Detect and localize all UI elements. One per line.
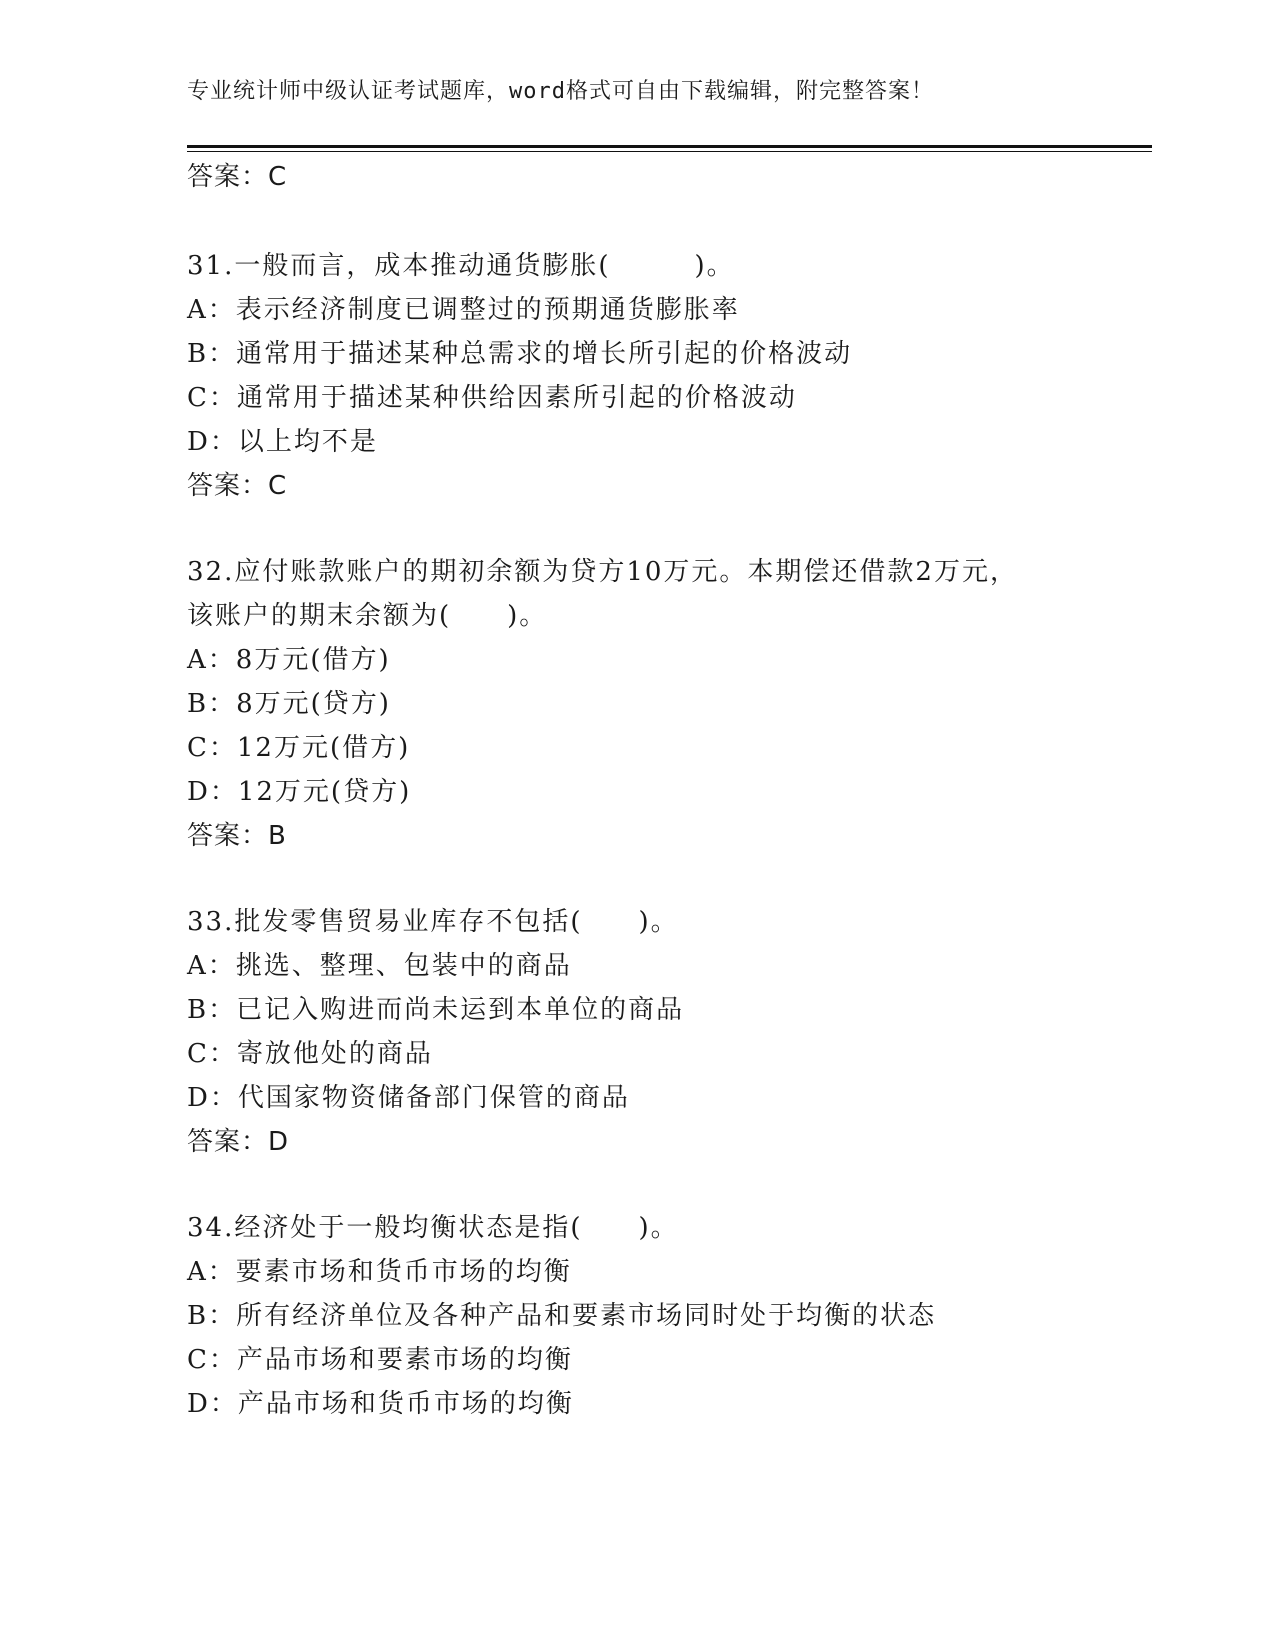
question-31-option-a: A：表示经济制度已调整过的预期通货膨胀率 bbox=[187, 295, 740, 325]
question-34-option-c: C：产品市场和要素市场的均衡 bbox=[187, 1345, 573, 1375]
question-32-stem-cont: 该账户的期末余额为( )。 bbox=[187, 601, 548, 631]
header-divider bbox=[187, 145, 1152, 148]
question-33-answer: 答案：D bbox=[187, 1127, 290, 1157]
question-31-option-b: B：通常用于描述某种总需求的增长所引起的价格波动 bbox=[187, 339, 853, 369]
question-34-option-b: B：所有经济单位及各种产品和要素市场同时处于均衡的状态 bbox=[187, 1301, 937, 1331]
question-32-option-d: D：12万元(贷方) bbox=[187, 777, 412, 807]
question-34-option-a: A：要素市场和货币市场的均衡 bbox=[187, 1257, 572, 1287]
question-33-option-d: D：代国家物资储备部门保管的商品 bbox=[187, 1083, 630, 1113]
question-31-option-c: C：通常用于描述某种供给因素所引起的价格波动 bbox=[187, 383, 797, 413]
question-32-stem: 32.应付账款账户的期初余额为贷方10万元。本期偿还借款2万元， bbox=[187, 557, 1018, 587]
header-divider-thin bbox=[187, 151, 1152, 152]
question-33-option-c: C：寄放他处的商品 bbox=[187, 1039, 433, 1069]
question-32-option-c: C：12万元(借方) bbox=[187, 733, 411, 763]
question-33-option-b: B：已记入购进而尚未运到本单位的商品 bbox=[187, 995, 685, 1025]
question-34-option-d: D：产品市场和货币市场的均衡 bbox=[187, 1389, 574, 1419]
previous-answer: 答案：C bbox=[187, 162, 288, 192]
question-32-option-b: B：8万元(贷方) bbox=[187, 689, 391, 719]
question-31-stem: 31.一般而言，成本推动通货膨胀( )。 bbox=[187, 251, 735, 281]
question-33-option-a: A：挑选、整理、包装中的商品 bbox=[187, 951, 572, 981]
question-32-answer: 答案：B bbox=[187, 821, 287, 851]
question-32-option-a: A：8万元(借方) bbox=[187, 645, 391, 675]
page-header: 专业统计师中级认证考试题库，word格式可自由下载编辑，附完整答案！ bbox=[187, 79, 934, 104]
question-31-option-d: D：以上均不是 bbox=[187, 427, 378, 457]
question-31-answer: 答案：C bbox=[187, 471, 288, 501]
question-34-stem: 34.经济处于一般均衡状态是指( )。 bbox=[187, 1213, 679, 1243]
question-33-stem: 33.批发零售贸易业库存不包括( )。 bbox=[187, 907, 679, 937]
